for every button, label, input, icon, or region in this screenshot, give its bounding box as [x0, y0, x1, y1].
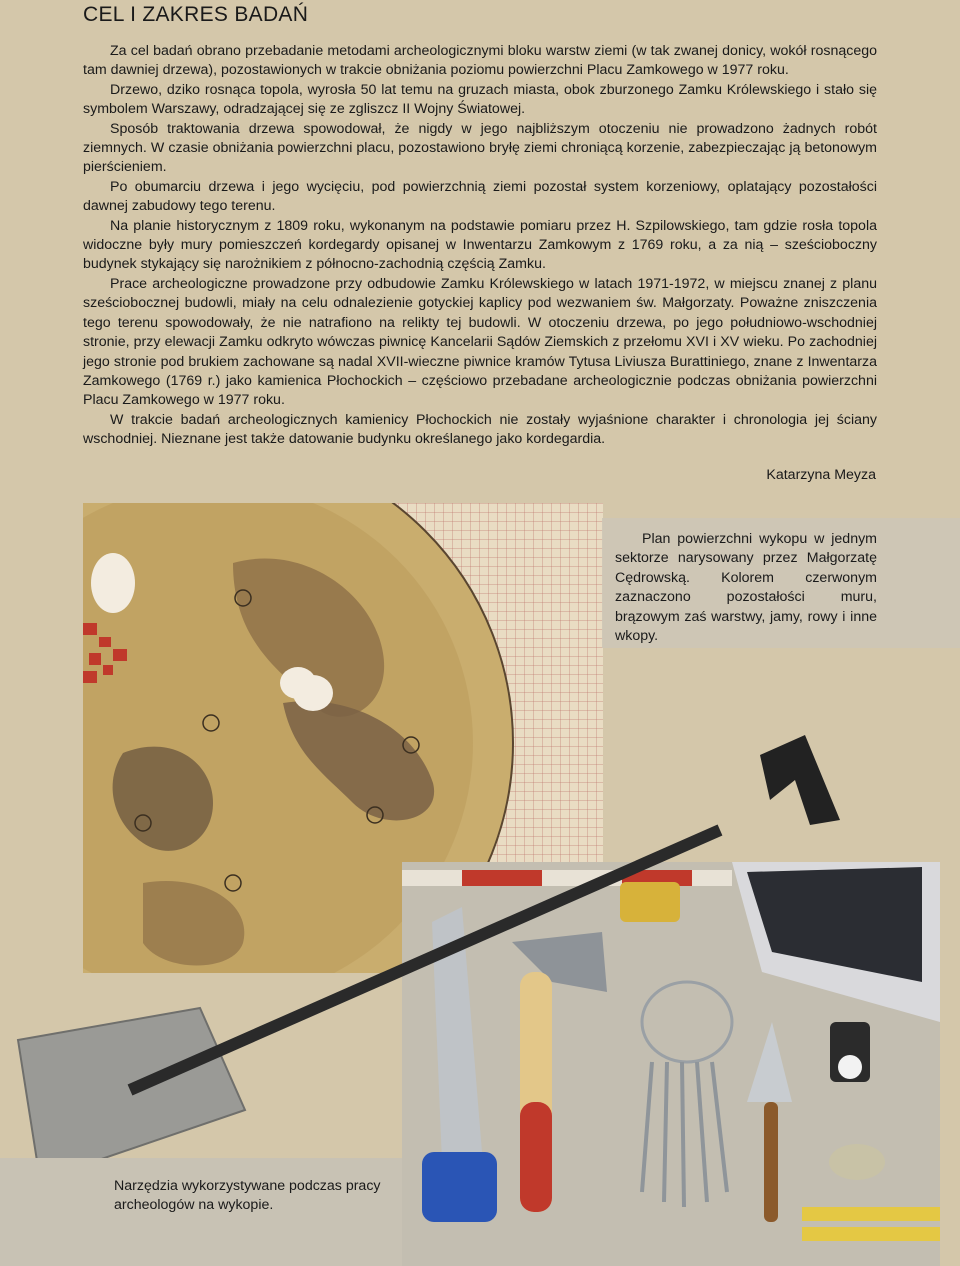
paragraph: W trakcie badań archeologicznych kamienicy Płochockich nie zostały wyjaśnione charakter i chronologia jej ściany wschodniej. Nieznane jest także datowanie budynku określanego jako kordegardia.	[83, 411, 877, 448]
paragraph: Po obumarciu drzewa i jego wycięciu, pod powierzchnią ziemi pozostał system korzeniowy, oplatający pozostałości dawnej zabudowy tego terenu.	[83, 178, 877, 215]
tools-caption: Narzędzia wykorzystywane podczas pracy archeologów na wykopie.	[114, 1178, 381, 1214]
page-title: CEL I ZAKRES BADAŃ	[83, 3, 309, 26]
paragraph: Sposób traktowania drzewa spowodował, że nigdy w jego najbliższym otoczeniu nie prowadzono żadnych robót ziemnych. W czasie obniżania powierzchni placu, pozostawiono bryłę ziemi chroniącą korzenie, zabezpieczając ją betonowym pierścieniem.	[83, 120, 877, 176]
paragraph: Za cel badań obrano przebadanie metodami archeologicznymi bloku warstw ziemi (w tak zwanej donicy, wokół rosnącego tam dawniej drzewa), pozostawionych w trakcie obniżania poziomu powierzchni Placu Zamkowego w 1977 roku.	[83, 43, 877, 79]
paragraph: Prace archeologiczne prowadzone przy odbudowie Zamku Królewskiego w latach 1971-1972, w miejscu znanej z planu sześciobocznej budowli, miały na celu odnalezienie gotyckiej kaplicy pod wezwaniem św. Małgorzaty. Poważne zniszczenia tego terenu spowodowały, że nie natrafiono na relikty tej budowli. W otoczeniu drzewa, po jego południowo-wschodniej stronie, przy elewacji Zamku odkryto wówczas piwnicę Kancelarii Sądów Ziemskich z przełomu XVI i XV wieku. Po zachodniej jego stronie pod brukiem zachowane są nadal XVII-wieczne piwnice kramów Tytusa Liviusza Burattiniego, znane z Inwentarza Zamkowego (1769 r.) jako kamienica Płochockich – częściowo przebadane archeologicznie podczas obniżania powierzchni Placu Zamkowego w 1977 roku.	[83, 275, 877, 409]
paragraph: Drzewo, dziko rosnąca topola, wyrosła 50 lat temu na gruzach miasta, obok zburzonego Zamku Królewskiego i stało się symbolem Warszawy, odradzającej się ze zgliszcz II Wojny Światowej.	[83, 81, 877, 118]
paragraph: Na planie historycznym z 1809 roku, wykonanym na podstawie pomiaru przez H. Szpilowskiego, tam gdzie rosła topola widoczne były mury pomieszczeń kordegardy opisanej w Inwentarzu Zamkowym z 1769 roku, a za nią – sześcioboczny budynek stykający się narożnikiem z północno-zachodnią częścią Zamku.	[83, 217, 877, 273]
map-caption: Plan powierzchni wykopu w jednym sektorze narysowany przez Małgorzatę Cędrowską. Kolorem czerwonym zaznaczono pozostałości muru, brązowym zaś warstwy, jamy, rowy i inne wkopy.	[615, 531, 877, 645]
author-name: Katarzyna Meyza	[766, 467, 876, 483]
